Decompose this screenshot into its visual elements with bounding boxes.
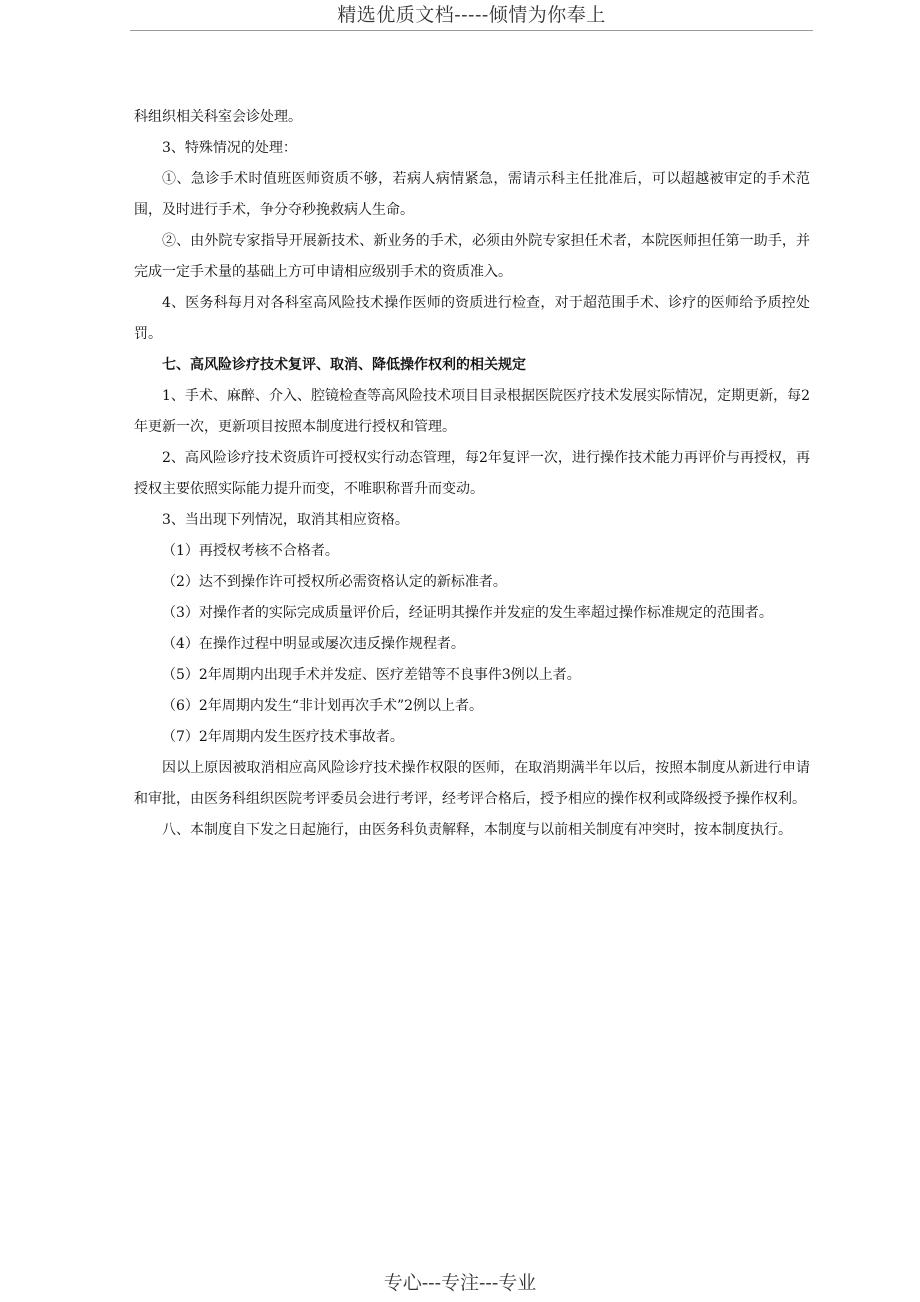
header-title: 精选优质文档-----倾情为你奉上 — [337, 4, 606, 26]
list-item: （4）在操作过程中明显或屡次违反操作规程者。 — [162, 636, 465, 652]
paragraph: 3、当出现下列情况，取消其相应资格。 — [162, 512, 409, 528]
list-item: （3）对操作者的实际完成质量评价后，经证明其操作并发症的发生率超过操作标准规定的范围者。 — [162, 605, 773, 621]
paragraph: 科组织相关科室会诊处理。 — [134, 109, 302, 125]
list-item: （7）2年周期内发生医疗技术事故者。 — [162, 729, 404, 745]
list-item: （5）2年周期内出现手术并发症、医疗差错等不良事件3例以上者。 — [162, 667, 581, 683]
document-body — [134, 102, 810, 846]
page-footer — [0, 1268, 920, 1298]
section-heading: 七、高风险诊疗技术复评、取消、降低操作权利的相关规定 — [162, 357, 526, 373]
page-header — [130, 0, 813, 31]
section-heading: 八、本制度自下发之日起施行，由医务科负责解释，本制度与以前相关制度有冲突时，按本制度执行。 — [162, 822, 792, 838]
paragraph: 因以上原因被取消相应高风险诊疗技术操作权限的医师，在取消期满半年以后，按照本制度从新进行申请和审批，由医务科组织医院考评委员会进行考评，经考评合格后，授予相应的操作权利或降级授予操作权利。 — [134, 760, 810, 807]
list-item: （6）2年周期内发生“非计划再次手术”2例以上者。 — [162, 698, 484, 714]
paragraph: 3、特殊情况的处理： — [162, 140, 297, 156]
paragraph: 4、医务科每月对各科室高风险技术操作医师的资质进行检查，对于超范围手术、诊疗的医师给予质控处罚。 — [134, 295, 810, 342]
footer-text: 专心---专注---专业 — [383, 1272, 537, 1294]
list-item: （2）达不到操作许可授权所必需资格认定的新标准者。 — [162, 574, 507, 590]
paragraph: ①、急诊手术时值班医师资质不够，若病人病情紧急，需请示科主任批准后，可以超越被审定的手术范围，及时进行手术，争分夺秒挽救病人生命。 — [134, 171, 810, 218]
paragraph: 1、手术、麻醉、介入、腔镜检查等高风险技术项目目录根据医院医疗技术发展实际情况，定期更新，每2年更新一次，更新项目按照本制度进行授权和管理。 — [134, 388, 810, 435]
paragraph: 2、高风险诊疗技术资质许可授权实行动态管理，每2年复评一次，进行操作技术能力再评价与再授权，再授权主要依照实际能力提升而变，不唯职称晋升而变动。 — [134, 450, 810, 497]
list-item: （1）再授权考核不合格者。 — [162, 543, 339, 559]
paragraph: ②、由外院专家指导开展新技术、新业务的手术，必须由外院专家担任术者，本院医师担任第一助手，并完成一定手术量的基础上方可申请相应级别手术的资质准入。 — [134, 233, 810, 280]
